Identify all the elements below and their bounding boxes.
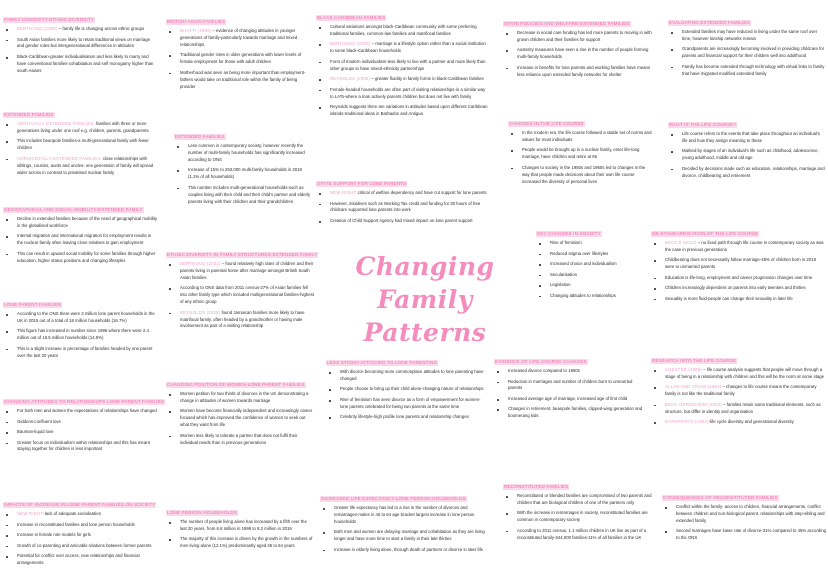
item-text: According to ONS data from 2011 census-27% of Asian families fell into other family type which included multigenerational families-highest of any ethnic group bbox=[180, 285, 314, 305]
item-text: Increased divorce compared to 1960s bbox=[508, 368, 580, 373]
item-text: According to the ONS there were 3 million lone parent households in the UK in 2015 out of a total of 18 million households (16.7%) bbox=[17, 311, 155, 323]
bullet-list bbox=[316, 190, 488, 225]
list-item bbox=[326, 386, 486, 393]
item-text: Potential for conflict over access, new relationships and financial arrangements bbox=[17, 553, 140, 565]
item-text: Women less likely to tolerate a partner that does not fulfil their individual needs than in previous generations bbox=[180, 432, 298, 445]
item-text: critical of welfare dependency and have cut support for lone parents bbox=[356, 190, 487, 195]
item-text: Less common in contemporary society, however recently the number of multi-family households has significantly increased according to ONS bbox=[188, 143, 305, 162]
list-item bbox=[503, 493, 653, 507]
list-item bbox=[166, 433, 314, 447]
list-item bbox=[3, 121, 163, 135]
section-reconstituted bbox=[503, 475, 653, 545]
list-item bbox=[3, 26, 158, 33]
list-item bbox=[3, 138, 163, 152]
list-item bbox=[3, 543, 163, 550]
section-heading: LESS STIGMA ATTACHED TO LONE PARENTING bbox=[327, 360, 438, 365]
list-item bbox=[651, 257, 826, 271]
list-item bbox=[3, 408, 158, 415]
item-text: The number of people living alone has increased by a fifth over the last 20 years, from 6.8 million in 1999 to 8.2 million in 2019 bbox=[180, 519, 307, 531]
list-item bbox=[503, 528, 653, 542]
section-changing-position-women bbox=[166, 373, 314, 450]
bullet-list bbox=[320, 505, 488, 554]
item-text: Marked by stages of an individual's life such as childhood, adolescence, young adulthood, middle and old age bbox=[682, 148, 819, 161]
item-text: Giddens-confluent love bbox=[17, 418, 61, 424]
list-item bbox=[166, 408, 314, 429]
bullet-list bbox=[3, 26, 158, 75]
item-text: People choose to bring up their child alone-changing nature of relationships bbox=[340, 386, 484, 392]
item-text: Rise of feminism has seen divorce as a form of empowerment for women-lone parents celebrated for being two parents at the same time bbox=[340, 396, 481, 409]
item-text: Growth of co-parenting and amicable relations between former parents bbox=[17, 542, 152, 548]
list-item bbox=[536, 261, 646, 268]
bullet-list bbox=[166, 28, 311, 90]
item-text: Increase in elderly living alone, through death of partners or divorce in later life bbox=[334, 546, 484, 552]
section-heading: EVALUATING EXTENDED FAMILIES bbox=[669, 20, 750, 25]
section-heading: CONSEQUENCES OF RECONSTITUTED FAMILIES bbox=[663, 495, 778, 500]
list-item bbox=[503, 510, 653, 524]
list-item bbox=[316, 41, 488, 55]
highlighted-author: HORIZONTALLY-EXTENDED FAMILIES: bbox=[17, 155, 102, 161]
item-text: Motherhood was seen as being more important than employment-fathers would take on traditional role within the family of being provider bbox=[180, 69, 306, 89]
list-item bbox=[316, 201, 488, 215]
list-item bbox=[316, 87, 488, 101]
item-text: Increase of 15% to 293,000 multi-family households in 2019 (1.1% of all households) bbox=[188, 167, 302, 180]
section-heading: DE-STANDARDISATION OF THE LIFE COURSE bbox=[652, 231, 759, 236]
item-text: This is a slight increase in percentage of families headed by one parent over the last 20 years bbox=[17, 345, 153, 358]
item-text: Children increasingly dependent on parents into early twenties and thirties bbox=[665, 285, 806, 291]
item-text: Creation of Child Support Agency had mixed impact on lone parent support bbox=[330, 217, 473, 223]
highlighted-author: ALLAN AND CROW (2001) bbox=[665, 384, 722, 390]
section-lone-parent bbox=[3, 293, 158, 363]
item-text: Family has become extended through technology with virtual links to family that have migrated-modified extended family bbox=[682, 63, 825, 76]
item-text: – evidence of changing attitudes in younger generations of family-particularly towards marriage and mixed relationships bbox=[180, 28, 298, 47]
section-heading: LONE PARENT FAMILIES bbox=[4, 302, 61, 307]
item-text: Both men and women are delaying marriage and cohabitation as they are living longer and have more time to start a family in their late thirties bbox=[334, 529, 485, 542]
item-text: Life course refers to the events that take place throughout an individual's life and how they assign meaning to these bbox=[682, 131, 820, 143]
item-text: Women have become financially independent and increasingly career focused which has improved the confidence of women to seek out what they want from life bbox=[180, 408, 313, 428]
section-heading: EXTENDED FAMILIES bbox=[175, 134, 225, 139]
section-key-changes bbox=[536, 222, 646, 303]
list-item bbox=[668, 29, 826, 43]
section-impacts-lone-parent bbox=[3, 493, 163, 570]
item-text: Form of modern individualism-less likely to live with a partner and more likely than other groups to have mixed-ethnicity partnerships bbox=[330, 58, 486, 71]
item-text: Women petition for two thirds of divorces in the UK demonstrating a change in attitudes of women towards marriage bbox=[180, 391, 309, 403]
list-item bbox=[166, 310, 314, 331]
list-item bbox=[536, 293, 646, 300]
item-text: Decrease in social care funding has led more parents to moving in with grown children and their families for support bbox=[517, 30, 652, 42]
bullet-list bbox=[651, 240, 826, 303]
item-text: South Asian families more likely to retain traditional views on marriage and gender roles-but intergenerational differences in attitudes bbox=[17, 36, 151, 49]
item-text: Changes to society in the 1950s and 1960s led to changes in the way that people made decisions about their own life course increased the diversity of personal lives bbox=[522, 164, 646, 184]
section-geographical-mobility bbox=[3, 198, 158, 268]
bullet-list bbox=[316, 24, 488, 118]
item-text: This number includes multi-generational households-such as couples living with their child and their child's partner and elderly parents living with their children and their grandchildren bbox=[188, 184, 311, 204]
list-item bbox=[503, 30, 653, 44]
item-text: -lack of adequate socialisation bbox=[43, 511, 101, 516]
item-text: With divorce becoming more commonplace attitudes to lone parenting have changed bbox=[340, 369, 484, 381]
item-text: Increase in benefits for lone parents and working families have means less reliance upon extended family networks for shelter bbox=[517, 64, 651, 77]
list-item bbox=[320, 505, 488, 526]
item-text: Changes in retirement, beanpole families, clipped-wing generation and boomerang kids bbox=[508, 406, 643, 419]
item-text: According to 2011 census, 1.1 million children in UK live as part of a reconstituted family-544,000 families-11% of all families in the UK bbox=[517, 527, 647, 540]
item-text: Decided by decisions made such as education, relationships, marriage and divorce, childbearing and retirement bbox=[682, 165, 825, 178]
section-less-stigma bbox=[326, 351, 486, 425]
title-line-1: Changing Family bbox=[355, 252, 495, 314]
section-heading: CHANGING ATTITUDES TO RELATIONSHIPS-LONE PARENT FAMILIES bbox=[4, 399, 165, 404]
item-text: Secularisation bbox=[550, 271, 577, 277]
item-text: Female-headed households are often part of visiting relationships-in a similar way to LATs-where a man actively parents children but does not live with family bbox=[330, 86, 486, 99]
list-item bbox=[494, 396, 644, 403]
item-text: Austerity measures have seen a rise in the number of people forming multi-family households bbox=[517, 47, 649, 60]
list-item bbox=[316, 24, 488, 38]
highlighted-author: BHATTI (1999) bbox=[180, 28, 212, 33]
list-item bbox=[3, 37, 158, 51]
list-item bbox=[326, 414, 486, 421]
item-text: In the modern era, the life course followed a stable set of norms and values for most individuals bbox=[522, 130, 652, 142]
highlighted-author: NEW RIGHT bbox=[330, 190, 357, 195]
item-text: Celebrity lifestyle-high profile lone parents and relationship changes bbox=[340, 414, 469, 420]
list-item bbox=[503, 65, 653, 79]
item-text: With the increase in remarriages in society, reconstituted families are common in contemporary society bbox=[517, 510, 648, 523]
list-item bbox=[3, 346, 158, 360]
list-item bbox=[320, 547, 488, 554]
list-item bbox=[3, 419, 158, 426]
item-text: This includes beanpole families-a multi-generational family with fewer children bbox=[17, 138, 149, 151]
list-item bbox=[651, 285, 826, 292]
section-consequences-reconstituted bbox=[662, 486, 826, 546]
section-heading: INCREASED LIFE EXPECTANCY-LONE PERSON HOUSEHOLDS bbox=[321, 496, 466, 501]
section-extended-families-2 bbox=[174, 125, 312, 209]
list-item bbox=[508, 130, 654, 144]
list-item bbox=[3, 440, 158, 454]
bullet-list bbox=[174, 143, 312, 205]
item-text: Legislation bbox=[550, 282, 571, 287]
item-text: – family life is changing across ethnic groups bbox=[57, 26, 145, 31]
list-item bbox=[3, 156, 163, 177]
section-heading: FAMILY DIVERSITY-ETHNIC DIVERSITY bbox=[4, 17, 95, 22]
section-heading: BRITISH ASIAN FAMILIES bbox=[167, 19, 226, 24]
list-item bbox=[662, 504, 826, 525]
section-research-life-course bbox=[651, 349, 826, 430]
section-evaluating-extended bbox=[668, 11, 826, 81]
item-text: – no fixed path through life course in contemporary society as was the case in previous generations bbox=[665, 240, 824, 252]
item-text: Rise of feminism bbox=[550, 240, 582, 245]
item-text: Second marriages have lower rate of divorce-31% compared to 45% according to the ONS bbox=[676, 528, 826, 541]
list-item bbox=[3, 311, 158, 325]
list-item bbox=[316, 104, 488, 118]
item-text: Reconstituted or blended families are compromised of two parents and children that are biological children of one of the partners only bbox=[517, 493, 652, 505]
list-item bbox=[651, 384, 826, 398]
section-heading: CHANGING POSITION OF WOMEN-LONE PARENT FAMILIES bbox=[167, 382, 305, 387]
item-text: For both men and women the expectations of relationships have changed bbox=[17, 408, 157, 413]
section-changes-life-course bbox=[508, 112, 654, 189]
list-item bbox=[508, 165, 654, 186]
item-text: Increased choice and individualism bbox=[550, 261, 617, 266]
page-title bbox=[318, 250, 532, 349]
item-text: close relationships with siblings, cousins, aunts and uncles- one generation of family will spread wider across in contrast to privatised nuclear family bbox=[17, 155, 154, 175]
item-text: Sexuality is more fluid-people can change their sexuality in later life bbox=[665, 295, 793, 301]
title-line-2: Patterns bbox=[363, 318, 487, 347]
list-item bbox=[3, 328, 158, 342]
item-text: families with three or more generations living under one roof e.g. children, parents, grandparents bbox=[17, 121, 149, 133]
list-item bbox=[3, 251, 158, 265]
list-item bbox=[316, 190, 488, 197]
list-item bbox=[668, 46, 826, 60]
item-text: – families retain some traditional elements, such as structure, but differ in identity and organisation bbox=[665, 401, 821, 414]
item-text: -life cycle diversity and generational diversity bbox=[708, 419, 794, 425]
item-text: – life course analysis suggests that people will move through a stage of being in a relationship with children and this will be the norm at some stage bbox=[665, 367, 825, 379]
item-text: Conflict within the family- access to children, financial arrangements, conflict between children and non-biological parent, relationships with step-sibling and extended family bbox=[676, 504, 825, 523]
bullet-list bbox=[3, 216, 158, 265]
highlighted-author: BERTHOUD (2000) bbox=[17, 26, 58, 31]
section-heading: STATE POLICIES AND WELFARE-EXTENDED FAMILIES bbox=[504, 21, 630, 26]
item-text: – changes to life course means the contemporary family is not like the traditional family bbox=[665, 384, 817, 397]
list-item bbox=[174, 167, 312, 181]
list-item bbox=[3, 233, 158, 247]
list-item bbox=[651, 240, 826, 254]
item-text: Reduction in marriages and number of children born to unmarried parents bbox=[508, 378, 633, 391]
item-text: Greater life expectancy has led to a rise in the number of divorces and remarriages-males in 45 to 64 age bracket largest increase in lone person households bbox=[334, 505, 475, 524]
list-item bbox=[668, 131, 826, 145]
bullet-list bbox=[3, 408, 158, 453]
highlighted-author: NEW RIGHT bbox=[17, 511, 44, 516]
item-text: Reduced stigma over lifestyles bbox=[550, 250, 609, 256]
highlighted-author: BECK'S (2013) bbox=[665, 240, 697, 245]
highlighted-author: BERTHOUD (2005) bbox=[330, 41, 371, 47]
bullet-list bbox=[508, 130, 654, 186]
list-item bbox=[316, 218, 488, 225]
list-item bbox=[536, 251, 646, 258]
list-item bbox=[3, 522, 163, 529]
item-text: Traditional gender roles in older generations with lower levels of female employment for those with adult children bbox=[180, 52, 302, 65]
list-item bbox=[536, 240, 646, 247]
section-heading: EXTENDED FAMILIES bbox=[4, 112, 54, 117]
section-heading: ETHNIC DIVERSITY IN FAMILY STRUCTURES-EXTENDED FAMILY bbox=[167, 252, 318, 257]
list-item bbox=[662, 528, 826, 542]
list-item bbox=[166, 70, 311, 91]
item-text: – found relatively high rates of children and their parents living in parental home after marriage amongst British South Asian families bbox=[180, 261, 314, 280]
item-text: Internal migration and international migration for employment results in the nuclear family often leaving close relatives to gain employment bbox=[17, 233, 152, 246]
list-item bbox=[494, 368, 644, 375]
list-item bbox=[316, 59, 488, 73]
bullet-list bbox=[166, 261, 314, 330]
item-text: Extended families may have reduced in living under the same roof over time, however kinship networks remain bbox=[682, 29, 818, 41]
item-text: – marriage is a lifestyle option rather than a social institution to some black-Caribbean households bbox=[330, 41, 486, 54]
section-what-is-life-course bbox=[668, 113, 826, 183]
list-item bbox=[166, 536, 314, 550]
list-item bbox=[668, 148, 826, 162]
highlighted-author: CHESTER (1985) bbox=[665, 367, 702, 372]
list-item bbox=[3, 54, 158, 75]
item-text: Increase in reconstituted families and lone person households bbox=[17, 521, 135, 527]
list-item bbox=[316, 76, 488, 83]
highlighted-author: VERTICALLY EXTENDED FAMILIES: bbox=[17, 121, 95, 126]
item-text: People would be brought up in a nuclear family, enter life-long marriage, have children and retire at 65 bbox=[522, 147, 640, 160]
section-destandardisation bbox=[651, 222, 826, 306]
bullet-list bbox=[503, 493, 653, 542]
item-text: found Jamaican families more likely to have matrifocal family, often headed by a grandmother or having male involvement as part of a visiting relationship bbox=[180, 309, 305, 329]
bullet-list bbox=[503, 30, 653, 79]
list-item bbox=[503, 47, 653, 61]
list-item bbox=[166, 52, 311, 66]
section-british-asian bbox=[166, 10, 311, 94]
item-text: Bauman-liquid love bbox=[17, 429, 54, 434]
section-heading: RECONSTITUTED FAMILIES bbox=[504, 484, 569, 489]
bullet-list bbox=[536, 240, 646, 299]
list-item bbox=[651, 419, 826, 426]
list-item bbox=[320, 529, 488, 543]
highlighted-author: REYNOLDS (2005) bbox=[180, 309, 221, 315]
bullet-list bbox=[3, 311, 158, 360]
section-heading: RESEARCH INTO THE LIFE COURSE bbox=[652, 358, 737, 363]
list-item bbox=[174, 185, 312, 206]
section-heading: GEOGRAPHICAL AND SOCIAL MOBILITY-EXTENDED FAMILY bbox=[4, 207, 143, 212]
section-heading: KEY CHANGES IN SOCIETY bbox=[537, 231, 601, 236]
list-item bbox=[651, 367, 826, 381]
list-item bbox=[166, 285, 314, 306]
highlighted-author: BERTHOUD (2003) bbox=[180, 261, 221, 266]
item-text: The majority of this increase is driven by the growth in the numbers of men living alone (12.1%) predominantly aged 45 to 64 years bbox=[180, 536, 313, 549]
section-family-diversity bbox=[3, 8, 158, 78]
section-heading: CHANGES IN THE LIFE COURSE bbox=[509, 121, 584, 126]
list-item bbox=[508, 147, 654, 161]
list-item bbox=[668, 166, 826, 180]
section-state-policies bbox=[503, 12, 653, 82]
list-item bbox=[326, 369, 486, 383]
list-item bbox=[651, 402, 826, 416]
list-item bbox=[651, 275, 826, 282]
item-text: Grandparents are increasingly becoming involved in providing childcare for parents and financial support for their children well into adulthood bbox=[682, 46, 825, 59]
item-text: This can result in upward social mobility for some families through higher education, higher status positions and changing lifestyles bbox=[17, 250, 156, 263]
list-item bbox=[536, 272, 646, 279]
bullet-list bbox=[668, 131, 826, 180]
section-lone-person bbox=[166, 501, 314, 554]
item-text: Increase in female role models for girls bbox=[17, 532, 91, 537]
list-item bbox=[494, 406, 644, 420]
section-black-caribbean bbox=[316, 6, 488, 122]
item-text: Education is life-long, employment and career progression changes over time bbox=[665, 274, 813, 280]
bullet-list bbox=[166, 391, 314, 447]
section-evidence-life-course bbox=[494, 350, 644, 424]
section-ethnic-diversity bbox=[166, 243, 318, 334]
item-text: Decline in extended families because of the need of geographical mobility in the globalised workforce bbox=[17, 216, 157, 228]
list-item bbox=[494, 379, 644, 393]
bullet-list bbox=[651, 367, 826, 426]
section-heading: BLACK CARIBBEAN FAMILIES bbox=[317, 15, 386, 20]
list-item bbox=[174, 143, 312, 164]
highlighted-author: BECK-GERNSHEIM (2002) bbox=[665, 401, 722, 407]
item-text: Changing attitudes to relationships bbox=[550, 292, 616, 298]
bullet-list bbox=[3, 511, 163, 567]
section-state-support bbox=[316, 172, 488, 228]
item-text: Cultural variations amongst black-Caribbean community with some preferring traditional families, common-law families and matrifocal families bbox=[330, 24, 477, 36]
item-text: Childbearing does not necessarily follow marriage-48% of children born in 2018 were to unmarried parents bbox=[665, 257, 816, 270]
bullet-list bbox=[326, 369, 486, 421]
list-item bbox=[3, 429, 158, 436]
item-text: This figure has increased in number since 1996 where there were 2.4 million out of 16.5 million households (14.5%) bbox=[17, 328, 149, 341]
bullet-list bbox=[494, 368, 644, 420]
section-heading: STATE SUPPORT FOR LONE PARENTS bbox=[317, 181, 407, 186]
item-text: Reynolds suggests there are variations in attitudes based upon different Caribbean islands-traditional ideas in Barbados and Antigua bbox=[330, 104, 488, 117]
list-item bbox=[326, 397, 486, 411]
list-item bbox=[3, 553, 163, 567]
item-text: Black-Caribbean-greater individualisation and less likely to marry and have conventional families-cohabitation and self monogamy higher than south Asians bbox=[17, 53, 154, 73]
list-item bbox=[3, 532, 163, 539]
section-heading: IMPACTS OF INCREASE IN LONE PARENT FAMILIES ON SOCIETY bbox=[4, 502, 156, 507]
list-item bbox=[166, 391, 314, 405]
section-life-expectancy bbox=[320, 487, 488, 557]
bullet-list bbox=[662, 504, 826, 542]
list-item bbox=[166, 519, 314, 533]
item-text: Greater focus on individualism within relationships and this has meant staying together for children is less important bbox=[17, 439, 150, 452]
list-item bbox=[536, 282, 646, 289]
list-item bbox=[651, 296, 826, 303]
list-item bbox=[166, 261, 314, 282]
bullet-list bbox=[3, 121, 163, 177]
section-heading: EVIDENCE OF LIFE COURSE CHANGES bbox=[495, 359, 587, 364]
list-item bbox=[3, 511, 163, 518]
item-text: Increased average age of marriage, increased age of first child bbox=[508, 395, 628, 401]
item-text: However, initiatives such as Working Tax credit and funding for 30 hours of free childcare supported lone parents into work bbox=[330, 200, 481, 213]
list-item bbox=[668, 64, 826, 78]
section-extended-families-1 bbox=[3, 103, 163, 180]
item-text: – greater fluidity in family forms in black-Caribbean families bbox=[370, 76, 484, 82]
section-changing-attitudes bbox=[3, 390, 165, 457]
highlighted-author: RAPOPORTS (1982) bbox=[665, 419, 709, 425]
section-heading: WHAT IS THE LIFE COURSE? bbox=[669, 122, 737, 127]
highlighted-author: REYNOLDS (2005) bbox=[330, 76, 371, 82]
list-item bbox=[3, 216, 158, 230]
bullet-list bbox=[668, 29, 826, 78]
bullet-list bbox=[166, 519, 314, 550]
section-heading: LONE PERSON HOUSEHOLDS bbox=[167, 510, 237, 515]
list-item bbox=[166, 28, 311, 49]
